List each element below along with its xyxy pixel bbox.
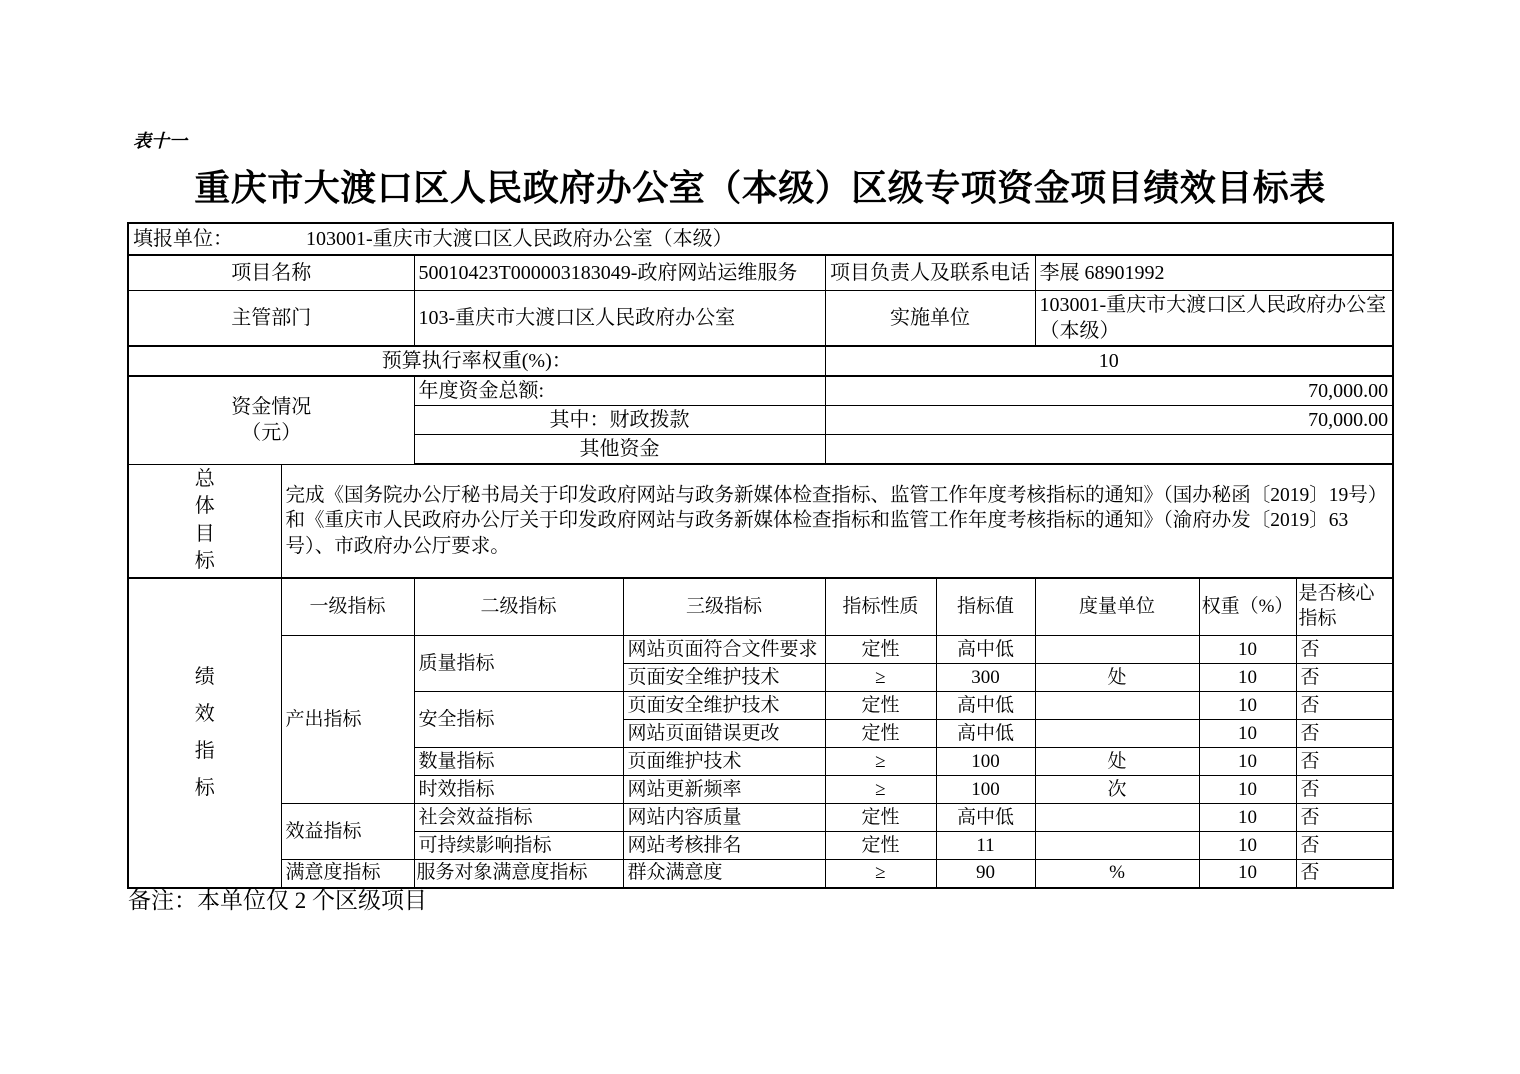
cell-nature: 定性 <box>825 804 936 832</box>
header-level3: 三级指标 <box>623 578 825 636</box>
cell-core: 否 <box>1296 636 1393 664</box>
funds-section-label <box>128 376 414 464</box>
dept-label: 主管部门 <box>128 290 414 346</box>
cell-core: 否 <box>1296 804 1393 832</box>
cell-weight: 10 <box>1199 804 1296 832</box>
cell-nature: 定性 <box>825 832 936 860</box>
header-nature: 指标性质 <box>825 578 936 636</box>
cell-value: 300 <box>936 664 1035 692</box>
cell-level3: 页面维护技术 <box>623 748 825 776</box>
table-row <box>128 376 1393 406</box>
cell-level3: 网站页面错误更改 <box>623 720 825 748</box>
cell-level2: 数量指标 <box>414 748 623 776</box>
header-core: 是否核心指标 <box>1296 578 1393 636</box>
cell-nature: ≥ <box>825 776 936 804</box>
table-row <box>128 804 1393 832</box>
cell-unit <box>1035 692 1199 720</box>
cell-level3: 网站更新频率 <box>623 776 825 804</box>
cell-core: 否 <box>1296 692 1393 720</box>
cell-level3: 页面安全维护技术 <box>623 692 825 720</box>
cell-core: 否 <box>1296 776 1393 804</box>
cell-unit <box>1035 832 1199 860</box>
cell-nature: 定性 <box>825 692 936 720</box>
cell-value: 100 <box>936 776 1035 804</box>
overall-goal-text: 完成《国务院办公厅秘书局关于印发政府网站与政务新媒体检查指标、监管工作年度考核指标的通知》（国办秘函〔2019〕19号）和《重庆市人民政府办公厅关于印发政府网站与政务新媒体检查指标和监管工作年度考核指标的通知》（渝府办发〔2019〕63号）、市政府办公厅要求。 <box>281 464 1393 578</box>
cell-weight: 10 <box>1199 776 1296 804</box>
cell-core: 否 <box>1296 832 1393 860</box>
cell-unit: 处 <box>1035 664 1199 692</box>
cell-weight: 10 <box>1199 692 1296 720</box>
page-title: 重庆市大渡口区人民政府办公室（本级）区级专项资金项目绩效目标表 <box>194 168 1326 208</box>
impl-unit-label: 实施单位 <box>825 290 1035 346</box>
cell-value: 100 <box>936 748 1035 776</box>
cell-nature: ≥ <box>825 860 936 888</box>
cell-value: 11 <box>936 832 1035 860</box>
cell-level1: 效益指标 <box>281 804 414 860</box>
cell-weight: 10 <box>1199 832 1296 860</box>
performance-section-label <box>128 578 281 888</box>
cell-nature: ≥ <box>825 748 936 776</box>
cell-level3: 网站内容质量 <box>623 804 825 832</box>
cell-level2: 可持续影响指标 <box>414 832 623 860</box>
cell-level3: 群众满意度 <box>623 860 825 888</box>
header-value: 指标值 <box>936 578 1035 636</box>
overall-goal-label <box>128 464 281 578</box>
header-weight: 权重（%） <box>1199 578 1296 636</box>
cell-core: 否 <box>1296 720 1393 748</box>
fill-unit-cell <box>128 223 1393 255</box>
table-row <box>128 255 1393 290</box>
funds-label-line2: （元） <box>241 422 302 445</box>
cell-weight: 10 <box>1199 860 1296 888</box>
cell-level2: 社会效益指标 <box>414 804 623 832</box>
header-level1: 一级指标 <box>281 578 414 636</box>
cell-weight: 10 <box>1199 664 1296 692</box>
cell-value: 90 <box>936 860 1035 888</box>
cell-weight: 10 <box>1199 748 1296 776</box>
cell-weight: 10 <box>1199 720 1296 748</box>
dept-value: 103-重庆市大渡口区人民政府办公室 <box>414 290 825 346</box>
cell-level3: 网站考核排名 <box>623 832 825 860</box>
header-level2: 二级指标 <box>414 578 623 636</box>
cell-level2: 时效指标 <box>414 776 623 804</box>
contact-label: 项目负责人及联系电话 <box>825 255 1035 290</box>
cell-nature: ≥ <box>825 664 936 692</box>
cell-nature: 定性 <box>825 720 936 748</box>
budget-weight-label: 预算执行率权重(%)： <box>128 346 825 376</box>
cell-unit <box>1035 636 1199 664</box>
overall-goal-label-text: 总体目标 <box>194 467 215 573</box>
table-row <box>128 636 1393 664</box>
cell-nature: 定性 <box>825 636 936 664</box>
table-number-tag: 表十一 <box>133 131 187 151</box>
table-row <box>128 464 1393 578</box>
performance-target-table <box>127 222 1394 889</box>
fill-unit-value: 103001-重庆市大渡口区人民政府办公室（本级） <box>306 228 733 250</box>
cell-core: 否 <box>1296 860 1393 888</box>
table-row <box>128 290 1393 346</box>
performance-section-label-text: 绩效指标 <box>194 665 215 799</box>
project-name-label: 项目名称 <box>128 255 414 290</box>
cell-level2: 质量指标 <box>414 636 623 692</box>
cell-unit <box>1035 720 1199 748</box>
cell-value: 高中低 <box>936 636 1035 664</box>
impl-unit-value: 103001-重庆市大渡口区人民政府办公室（本级） <box>1035 290 1393 346</box>
project-name-value: 50010423T000003183049-政府网站运维服务 <box>414 255 825 290</box>
cell-unit: 次 <box>1035 776 1199 804</box>
cell-level1: 产出指标 <box>281 636 414 804</box>
cell-value: 高中低 <box>936 720 1035 748</box>
budget-weight-value: 10 <box>825 346 1393 376</box>
header-unit: 度量单位 <box>1035 578 1199 636</box>
funds-label-line1: 资金情况 <box>231 396 312 419</box>
cell-value: 高中低 <box>936 804 1035 832</box>
annual-total-label: 年度资金总额: <box>414 376 825 406</box>
other-funds-value <box>825 435 1393 465</box>
remark-note: 备注：本单位仅 2 个区级项目 <box>128 888 427 913</box>
other-funds-label: 其他资金 <box>414 435 825 465</box>
cell-core: 否 <box>1296 748 1393 776</box>
cell-weight: 10 <box>1199 636 1296 664</box>
cell-unit: 处 <box>1035 748 1199 776</box>
annual-total-value: 70,000.00 <box>825 376 1393 406</box>
fiscal-funds-label: 其中：财政拨款 <box>414 406 825 435</box>
cell-level3: 网站页面符合文件要求 <box>623 636 825 664</box>
cell-core: 否 <box>1296 664 1393 692</box>
table-row <box>128 223 1393 255</box>
cell-level1: 满意度指标 <box>281 860 414 888</box>
cell-unit <box>1035 804 1199 832</box>
cell-value: 高中低 <box>936 692 1035 720</box>
cell-level3: 页面安全维护技术 <box>623 664 825 692</box>
fiscal-funds-value: 70,000.00 <box>825 406 1393 435</box>
cell-level2: 安全指标 <box>414 692 623 748</box>
cell-level2: 服务对象满意度指标 <box>414 860 623 888</box>
fill-unit-label: 填报单位： <box>133 228 233 250</box>
table-row <box>128 346 1393 376</box>
cell-unit: % <box>1035 860 1199 888</box>
table-header-row <box>128 578 1393 636</box>
contact-value: 李展 68901992 <box>1035 255 1393 290</box>
